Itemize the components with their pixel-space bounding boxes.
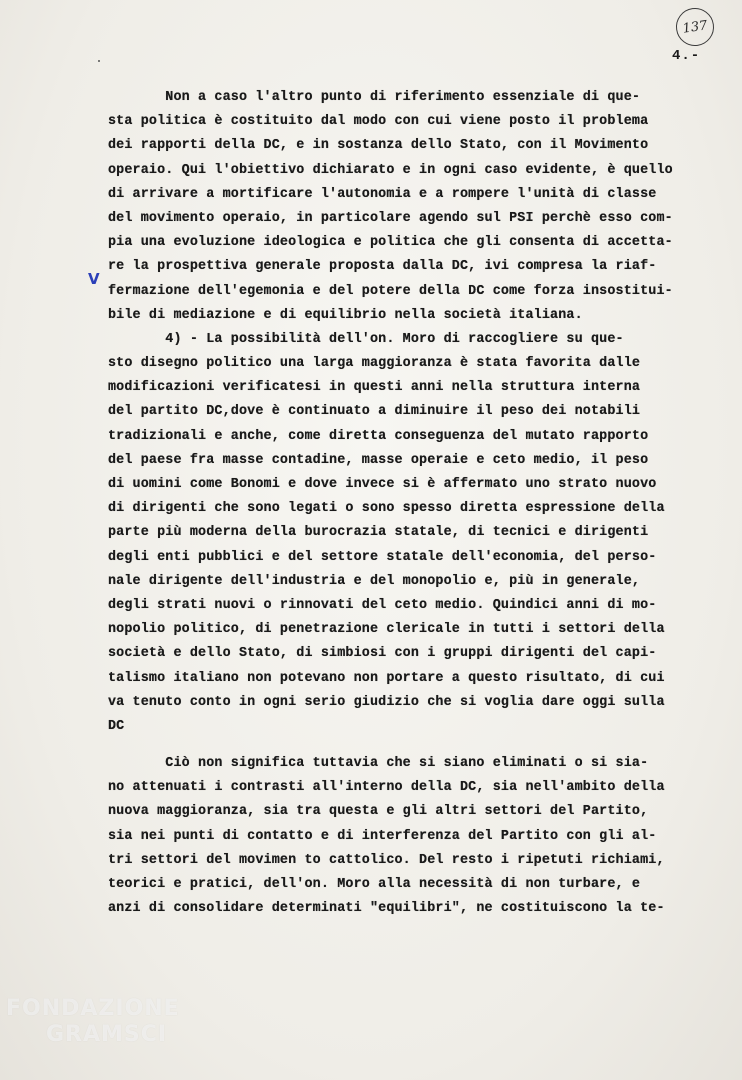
text-line: tri settori del movimen to cattolico. Del resto i ripetuti richiami,	[108, 852, 665, 868]
text-line: modificazioni verificatesi in questi anni nella struttura interna	[108, 380, 641, 396]
fondazione-gramsci-watermark	[6, 996, 180, 1048]
text-line: no attenuati i contrasti all'interno della DC, sia nell'ambito della	[108, 780, 665, 796]
paragraph-1	[108, 86, 718, 328]
page-number: 4.-	[672, 48, 701, 64]
text-line: sia nei punti di contatto e di interferenza del Partito con gli al-	[108, 828, 657, 844]
text-line: sto disegno politico una larga maggioranza è stata favorita dalle	[108, 356, 641, 372]
paragraph-2	[108, 328, 718, 739]
typed-text-body	[108, 86, 718, 921]
text-line: 4) - La possibilità dell'on. Moro di raccogliere su que-	[108, 331, 624, 347]
margin-check-mark: V	[88, 270, 100, 288]
text-line: del movimento operaio, in particolare agendo sul PSI perchè esso com-	[108, 210, 673, 226]
text-line: sta politica è costituito dal modo con cui viene posto il problema	[108, 114, 649, 130]
text-line: del partito DC,dove è continuato a diminuire il peso dei notabili	[108, 404, 641, 420]
text-line: bile di mediazione e di equilibrio nella società italiana.	[108, 307, 583, 323]
text-line: talismo italiano non potevano non portare a questo risultato, di cui	[108, 670, 665, 686]
text-line: re la prospettiva generale proposta dalla DC, ivi compresa la riaf-	[108, 259, 657, 275]
paragraph-gap	[108, 739, 718, 752]
text-line: pia una evoluzione ideologica e politica che gli consenta di accetta-	[108, 235, 673, 251]
text-line: Non a caso l'altro punto di riferimento essenziale di que-	[108, 90, 641, 105]
text-line: DC	[108, 718, 125, 734]
text-line: nale dirigente dell'industria e del monopolio e, più in generale,	[108, 573, 641, 589]
text-line: società e dello Stato, di simbiosi con i gruppi dirigenti del capi-	[108, 646, 657, 662]
text-line: degli strati nuovi o rinnovati del ceto medio. Quindici anni di mo-	[108, 597, 657, 613]
text-line: degli enti pubblici e del settore statale dell'economia, del perso-	[108, 549, 657, 565]
text-line: fermazione dell'egemonia e del potere della DC come forza insostitui-	[108, 283, 673, 299]
text-line: operaio. Qui l'obiettivo dichiarato e in ogni caso evidente, è quello	[108, 162, 673, 178]
text-line: nopolio politico, di penetrazione clericale in tutti i settori della	[108, 622, 665, 638]
text-line: dei rapporti della DC, e in sostanza dello Stato, con il Movimento	[108, 138, 649, 154]
text-line: tradizionali e anche, come diretta conseguenza del mutato rapporto	[108, 428, 649, 444]
text-line: di dirigenti che sono legati o sono spesso diretta espressione della	[108, 501, 665, 517]
text-line: di arrivare a mortificare l'autonomia e a rompere l'unità di classe	[108, 186, 657, 202]
paragraph-3	[108, 752, 718, 921]
text-line: Ciò non significa tuttavia che si siano eliminati o si sia-	[108, 756, 649, 772]
text-line: va tenuto conto in ogni serio giudizio che si voglia dare oggi sulla	[108, 694, 665, 710]
text-line: anzi di consolidare determinati "equilibri", ne costituiscono la te-	[108, 901, 665, 917]
watermark-line-2: GRAMSCI	[46, 1022, 168, 1047]
text-line: parte più moderna della burocrazia statale, di tecnici e dirigenti	[108, 525, 649, 541]
margin-dot	[98, 60, 100, 62]
text-line: del paese fra masse contadine, masse operaie e ceto medio, il peso	[108, 452, 649, 468]
text-line: teorici e pratici, dell'on. Moro alla necessità di non turbare, e	[108, 877, 641, 892]
text-line: nuova maggioranza, sia tra questa e gli altri settori del Partito,	[108, 804, 649, 820]
archive-stamp: 137	[674, 6, 717, 49]
text-line: di uomini come Bonomi e dove invece si è affermato uno strato nuovo	[108, 477, 657, 492]
watermark-line-1: FONDAZIONE	[6, 996, 180, 1021]
